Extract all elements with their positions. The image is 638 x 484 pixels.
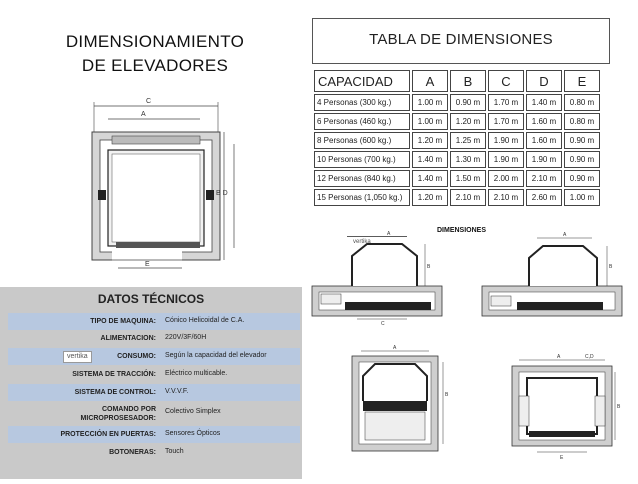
tech-key: ALIMENTACION:: [100, 335, 156, 342]
tech-value: V.V.V.F.: [165, 388, 189, 395]
elevator-plans-grid: [307, 226, 637, 479]
label-a: A: [141, 111, 146, 118]
cell-a: 1.40 m: [412, 151, 448, 168]
cell-cap: 12 Personas (840 kg.): [314, 170, 410, 187]
technical-data-title: DATOS TÉCNICOS: [97, 292, 205, 306]
tech-row-proteccion: [8, 426, 300, 443]
cell-c: 1.90 m: [488, 132, 524, 149]
tech-key: CONSUMO:: [117, 353, 156, 360]
tech-key: COMANDO POR MICROPROSESADOR:: [80, 406, 156, 422]
table-row: [314, 94, 600, 111]
cell-d: 1.40 m: [526, 94, 562, 111]
tech-row-alimentacion: [8, 330, 300, 347]
tech-value: 220V/3F/60H: [165, 334, 207, 341]
col-b: B: [450, 70, 486, 92]
cell-d: 1.60 m: [526, 113, 562, 130]
tech-value: Touch: [165, 448, 184, 455]
cell-d: 2.60 m: [526, 189, 562, 206]
cell-cap: 10 Personas (700 kg.): [314, 151, 410, 168]
cell-b: 0.90 m: [450, 94, 486, 111]
tech-value: Cónico Helicoidal de C.A.: [165, 317, 245, 324]
dimensions-grid: [312, 68, 602, 208]
title-line-2: DE ELEVADORES: [81, 56, 229, 75]
tech-key: BOTONERAS:: [109, 449, 156, 456]
cell-cap: 6 Personas (460 kg.): [314, 113, 410, 130]
label-e: E: [145, 261, 150, 268]
col-a: A: [412, 70, 448, 92]
plan4-letter-e: E: [560, 455, 564, 461]
table-row: [314, 132, 600, 149]
plan4-letter-b: B: [617, 404, 621, 410]
cell-a: 1.00 m: [412, 94, 448, 111]
cell-b: 1.30 m: [450, 151, 486, 168]
cell-b: 1.20 m: [450, 113, 486, 130]
tech-row-maquina: [8, 313, 300, 330]
plan4-letter-a: A: [557, 354, 561, 360]
vertika-tag: vertika: [63, 351, 92, 363]
cell-a: 1.20 m: [412, 132, 448, 149]
dimension-table-header: [312, 18, 610, 64]
cell-d: 2.10 m: [526, 170, 562, 187]
technical-data-panel: [0, 287, 302, 479]
title-line-1: DIMENSIONAMIENTO: [65, 32, 245, 51]
tech-key: SISTEMA DE TRACCIÓN:: [72, 371, 156, 378]
page-title: [40, 30, 270, 78]
table-row: [314, 113, 600, 130]
cell-a: 1.20 m: [412, 189, 448, 206]
cell-e: 1.00 m: [564, 189, 600, 206]
cell-e: 0.90 m: [564, 151, 600, 168]
col-d: D: [526, 70, 562, 92]
tech-value: Eléctrico multicable.: [165, 370, 228, 377]
col-capacidad: CAPACIDAD: [314, 70, 410, 92]
table-row: [314, 151, 600, 168]
elevator-plans-svg: [307, 226, 637, 479]
dimensions-label: DIMENSIONES: [437, 227, 487, 234]
tech-value: Colectivo Simplex: [165, 408, 221, 415]
cell-e: 0.80 m: [564, 94, 600, 111]
cell-e: 0.90 m: [564, 132, 600, 149]
plan-3: [352, 345, 449, 451]
cell-e: 0.80 m: [564, 113, 600, 130]
plan1-letter-c: C: [381, 321, 385, 327]
tech-key: PROTECCIÓN EN PUERTAS:: [60, 431, 156, 438]
vertika-tag-plans: vertika: [353, 239, 371, 245]
table-row: [314, 189, 600, 206]
plan-4: [512, 354, 621, 461]
plan1-letter-a: A: [387, 231, 391, 237]
tech-row-control: [8, 384, 300, 401]
cell-c: 1.70 m: [488, 113, 524, 130]
plan2-letter-b: B: [609, 264, 613, 270]
cell-cap: 4 Personas (300 kg.): [314, 94, 410, 111]
label-c: C: [146, 98, 152, 105]
elevator-plan-drawing: [12, 92, 292, 272]
cell-b: 2.10 m: [450, 189, 486, 206]
table-row: [314, 170, 600, 187]
plan2-letter-a: A: [563, 232, 567, 238]
plan-1: [312, 231, 442, 327]
col-e: E: [564, 70, 600, 92]
tech-row-consumo: [8, 348, 300, 365]
cell-d: 1.60 m: [526, 132, 562, 149]
dimension-table: [312, 18, 612, 226]
cell-cap: 15 Personas (1,050 kg.): [314, 189, 410, 206]
plan3-letter-a: A: [393, 345, 397, 351]
cell-b: 1.50 m: [450, 170, 486, 187]
tech-key: SISTEMA DE CONTROL:: [74, 389, 156, 396]
cell-c: 1.70 m: [488, 94, 524, 111]
plan4-letter-cd: C,D: [585, 354, 594, 360]
tech-row-botoneras: [8, 444, 300, 461]
cell-b: 1.25 m: [450, 132, 486, 149]
label-bd: B D: [216, 190, 228, 197]
table-header-row: [314, 70, 600, 92]
tech-value: Según la capacidad del elevador: [165, 352, 267, 359]
tech-key: TIPO DE MAQUINA:: [90, 318, 156, 325]
cell-a: 1.40 m: [412, 170, 448, 187]
cell-d: 1.90 m: [526, 151, 562, 168]
tech-row-traccion: [8, 366, 300, 383]
plan-2: [482, 232, 622, 316]
cell-cap: 8 Personas (600 kg.): [314, 132, 410, 149]
col-c: C: [488, 70, 524, 92]
plan1-letter-b: B: [427, 264, 431, 270]
elevator-plan-svg: [12, 92, 292, 272]
dimension-table-title: TABLA DE DIMENSIONES: [369, 31, 553, 48]
cell-c: 2.10 m: [488, 189, 524, 206]
tech-value: Sensores Ópticos: [165, 430, 221, 437]
cell-e: 0.90 m: [564, 170, 600, 187]
tech-row-comando: [8, 402, 300, 424]
plan3-letter-b: B: [445, 392, 449, 398]
cell-c: 1.90 m: [488, 151, 524, 168]
cell-c: 2.00 m: [488, 170, 524, 187]
cell-a: 1.00 m: [412, 113, 448, 130]
